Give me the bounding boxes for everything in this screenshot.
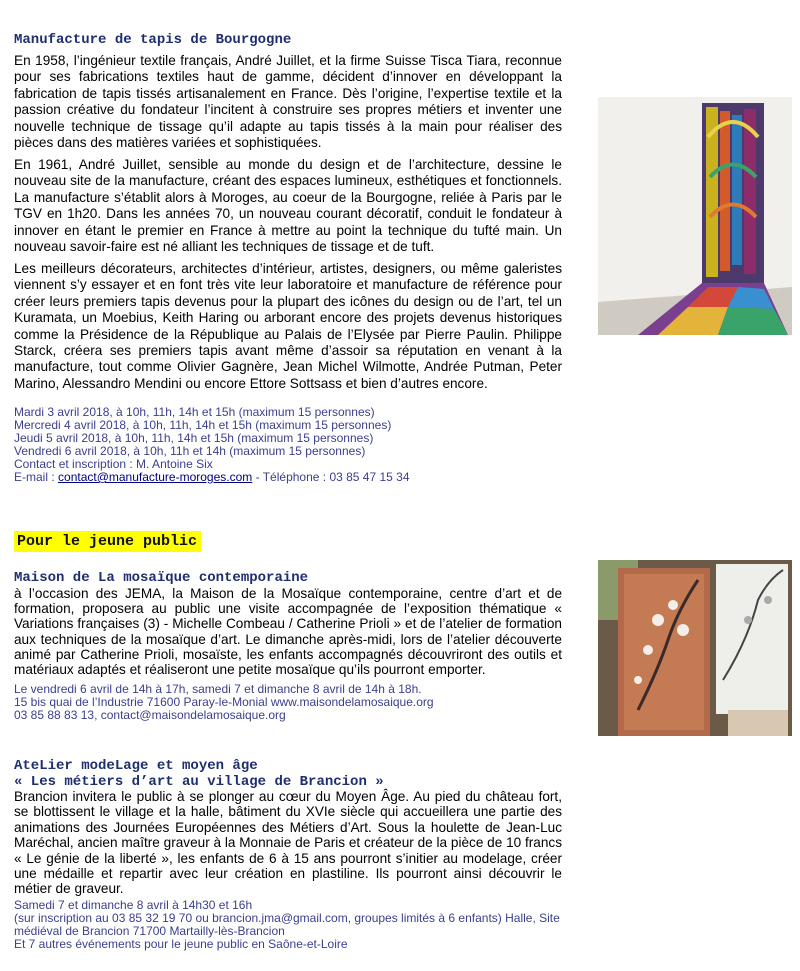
email-line [14,471,410,484]
email-label: E-mail : [14,470,59,484]
schedule-line: Mardi 3 avril 2018, à 10h, 11h, 14h et 15h (maximum 15 personnes) [14,405,375,419]
schedule-manufacture [14,406,410,484]
section-banner-jeune-public: Pour le jeune public [14,531,201,552]
info-line: médiéval de Brancion 71700 Martailly-lès-Brancion [14,924,285,938]
section-title-atelier-modelage: AteLier modeLage et moyen âge [14,758,258,774]
info-mosaique [14,683,434,722]
section-title-mosaique: Maison de La mosaïque contemporaine [14,570,309,586]
mosaic-workshop-photo [598,560,792,736]
paragraph-manufacture-2: En 1961, André Juillet, sensible au monde du design et de l’architecture, dessine le nouveau site de la manufacture, créant des espaces lumineux, esthétiques et fonctionnels. La manufacture s’établit alors à Moroges, au coeur de la Bourgogne, reliée à Paris par le TGV en 1h20. Dans les années 70, un nouveau courant décoratif, conduit le fondateur à innover en étant le premier en France à mettre au point la technique du tufté main. Un nouveau savoir-faire est né alliant les techniques de tissage et de tuft. [14,157,562,255]
section-title-manufacture: Manufacture de tapis de Bourgogne [14,32,292,48]
schedule-line: Vendredi 6 avril 2018, à 10h, 11h et 14h (maximum 15 personnes) [14,444,366,458]
paragraph-mosaique: à l’occasion des JEMA, la Maison de la Mosaïque contemporaine, centre d’art et de formation, proposera au public une visite accompagnée de l’exposition thématique « Variations françaises (3) - Michelle Combeau / Catherine Prioli » et de l’atelier de formation aux techniques de la mosaïque d’art. Le dimanche après-midi, lors de l’atelier découverte animé par Catherine Prioli, mosaïste, les enfants accompagnés découvriront des outils et matériaux adaptés et réaliseront une petite mosaïque qu’ils pourront emporter. [14,586,562,678]
schedule-line: Mercredi 4 avril 2018, à 10h, 11h, 14h et 15h (maximum 15 personnes) [14,418,392,432]
contact-line: Contact et inscription : M. Antoine Six [14,457,213,471]
paragraph-manufacture-3: Les meilleurs décorateurs, architectes d’intérieur, artistes, designers, ou même galeristes viennent s’y essayer et en font très vite leur laboratoire et manufacture de référence pour créer leurs premiers tapis devenus pour la plupart des icônes du design ou de l’art, tel un Kuramata, un Moebius, Keith Haring ou arborant encore des projets devenus historiques comme la Présidence de la République au Palais de l’Elysée par Pierre Paulin. Philippe Starck, créera ses premiers tapis avant même d’assoir sa réputation en venant à la manufacture, tout comme Olivier Gagnère, Jean Michel Wilmotte, Andrée Putman, Peter Marino, Alessandro Mendini ou encore Ettore Sottsass et bien d’autres encore. [14,261,562,391]
phone-text: - Téléphone : 03 85 47 15 34 [252,470,410,484]
schedule-line: Jeudi 5 avril 2018, à 10h, 11h, 14h et 15h (maximum 15 personnes) [14,431,374,445]
info-line: 03 85 88 83 13, contact@maisondelamosaique.org [14,708,286,722]
section-subtitle-brancion: « Les métiers d’art au village de Brancion » [14,774,384,790]
email-link[interactable]: contact@manufacture-moroges.com [58,470,253,484]
carpet-installation-photo [598,97,792,335]
info-line: (sur inscription au 03 85 32 19 70 ou brancion.jma@gmail.com, groupes limités à 6 enfants) Halle, Site [14,911,560,925]
paragraph-manufacture-1: En 1958, l’ingénieur textile français, André Juillet, et la firme Suisse Tisca Tiara, reconnue pour ses fabrications textiles haut de gamme, décident d’innover en développant la fabrication de tapis tissés artisanalement en France. Dès l’origine, l’expertise textile et la passion créative du fondateur l’incitent à construire ses propres métiers et inventer une nouvelle technique de tissage qu’il adapte au tapis tissés à la main pour réaliser des pièces dans des matières variées et sophistiquées. [14,53,562,151]
paragraph-brancion: Brancion invitera le public à se plonger au cœur du Moyen Âge. Au pied du château fort, se blottissent le village et la halle, bâtiment du XVIe siècle qui accueillera une partie des animations des Journées Européennes des Métiers d’Art. Sous la houlette de Jean-Luc Maréchal, ancien maître graveur à la Monnaie de Paris et créateur de la pièce de 10 francs « Le génie de la liberté », les enfants de 6 à 15 ans pourront s’initier au modelage, créer une médaille et repartir avec leur création en plastiline. Ils pourront ainsi découvrir le métier de graveur. [14,789,562,897]
info-line: Samedi 7 et dimanche 8 avril à 14h30 et 16h [14,898,253,912]
info-line: Et 7 autres événements pour le jeune public en Saône-et-Loire [14,937,348,951]
info-line: 15 bis quai de l’Industrie 71600 Paray-le-Monial www.maisondelamosaique.org [14,695,434,709]
info-line: Le vendredi 6 avril de 14h à 17h, samedi 7 et dimanche 8 avril de 14h à 18h. [14,682,422,696]
info-brancion [14,899,560,951]
